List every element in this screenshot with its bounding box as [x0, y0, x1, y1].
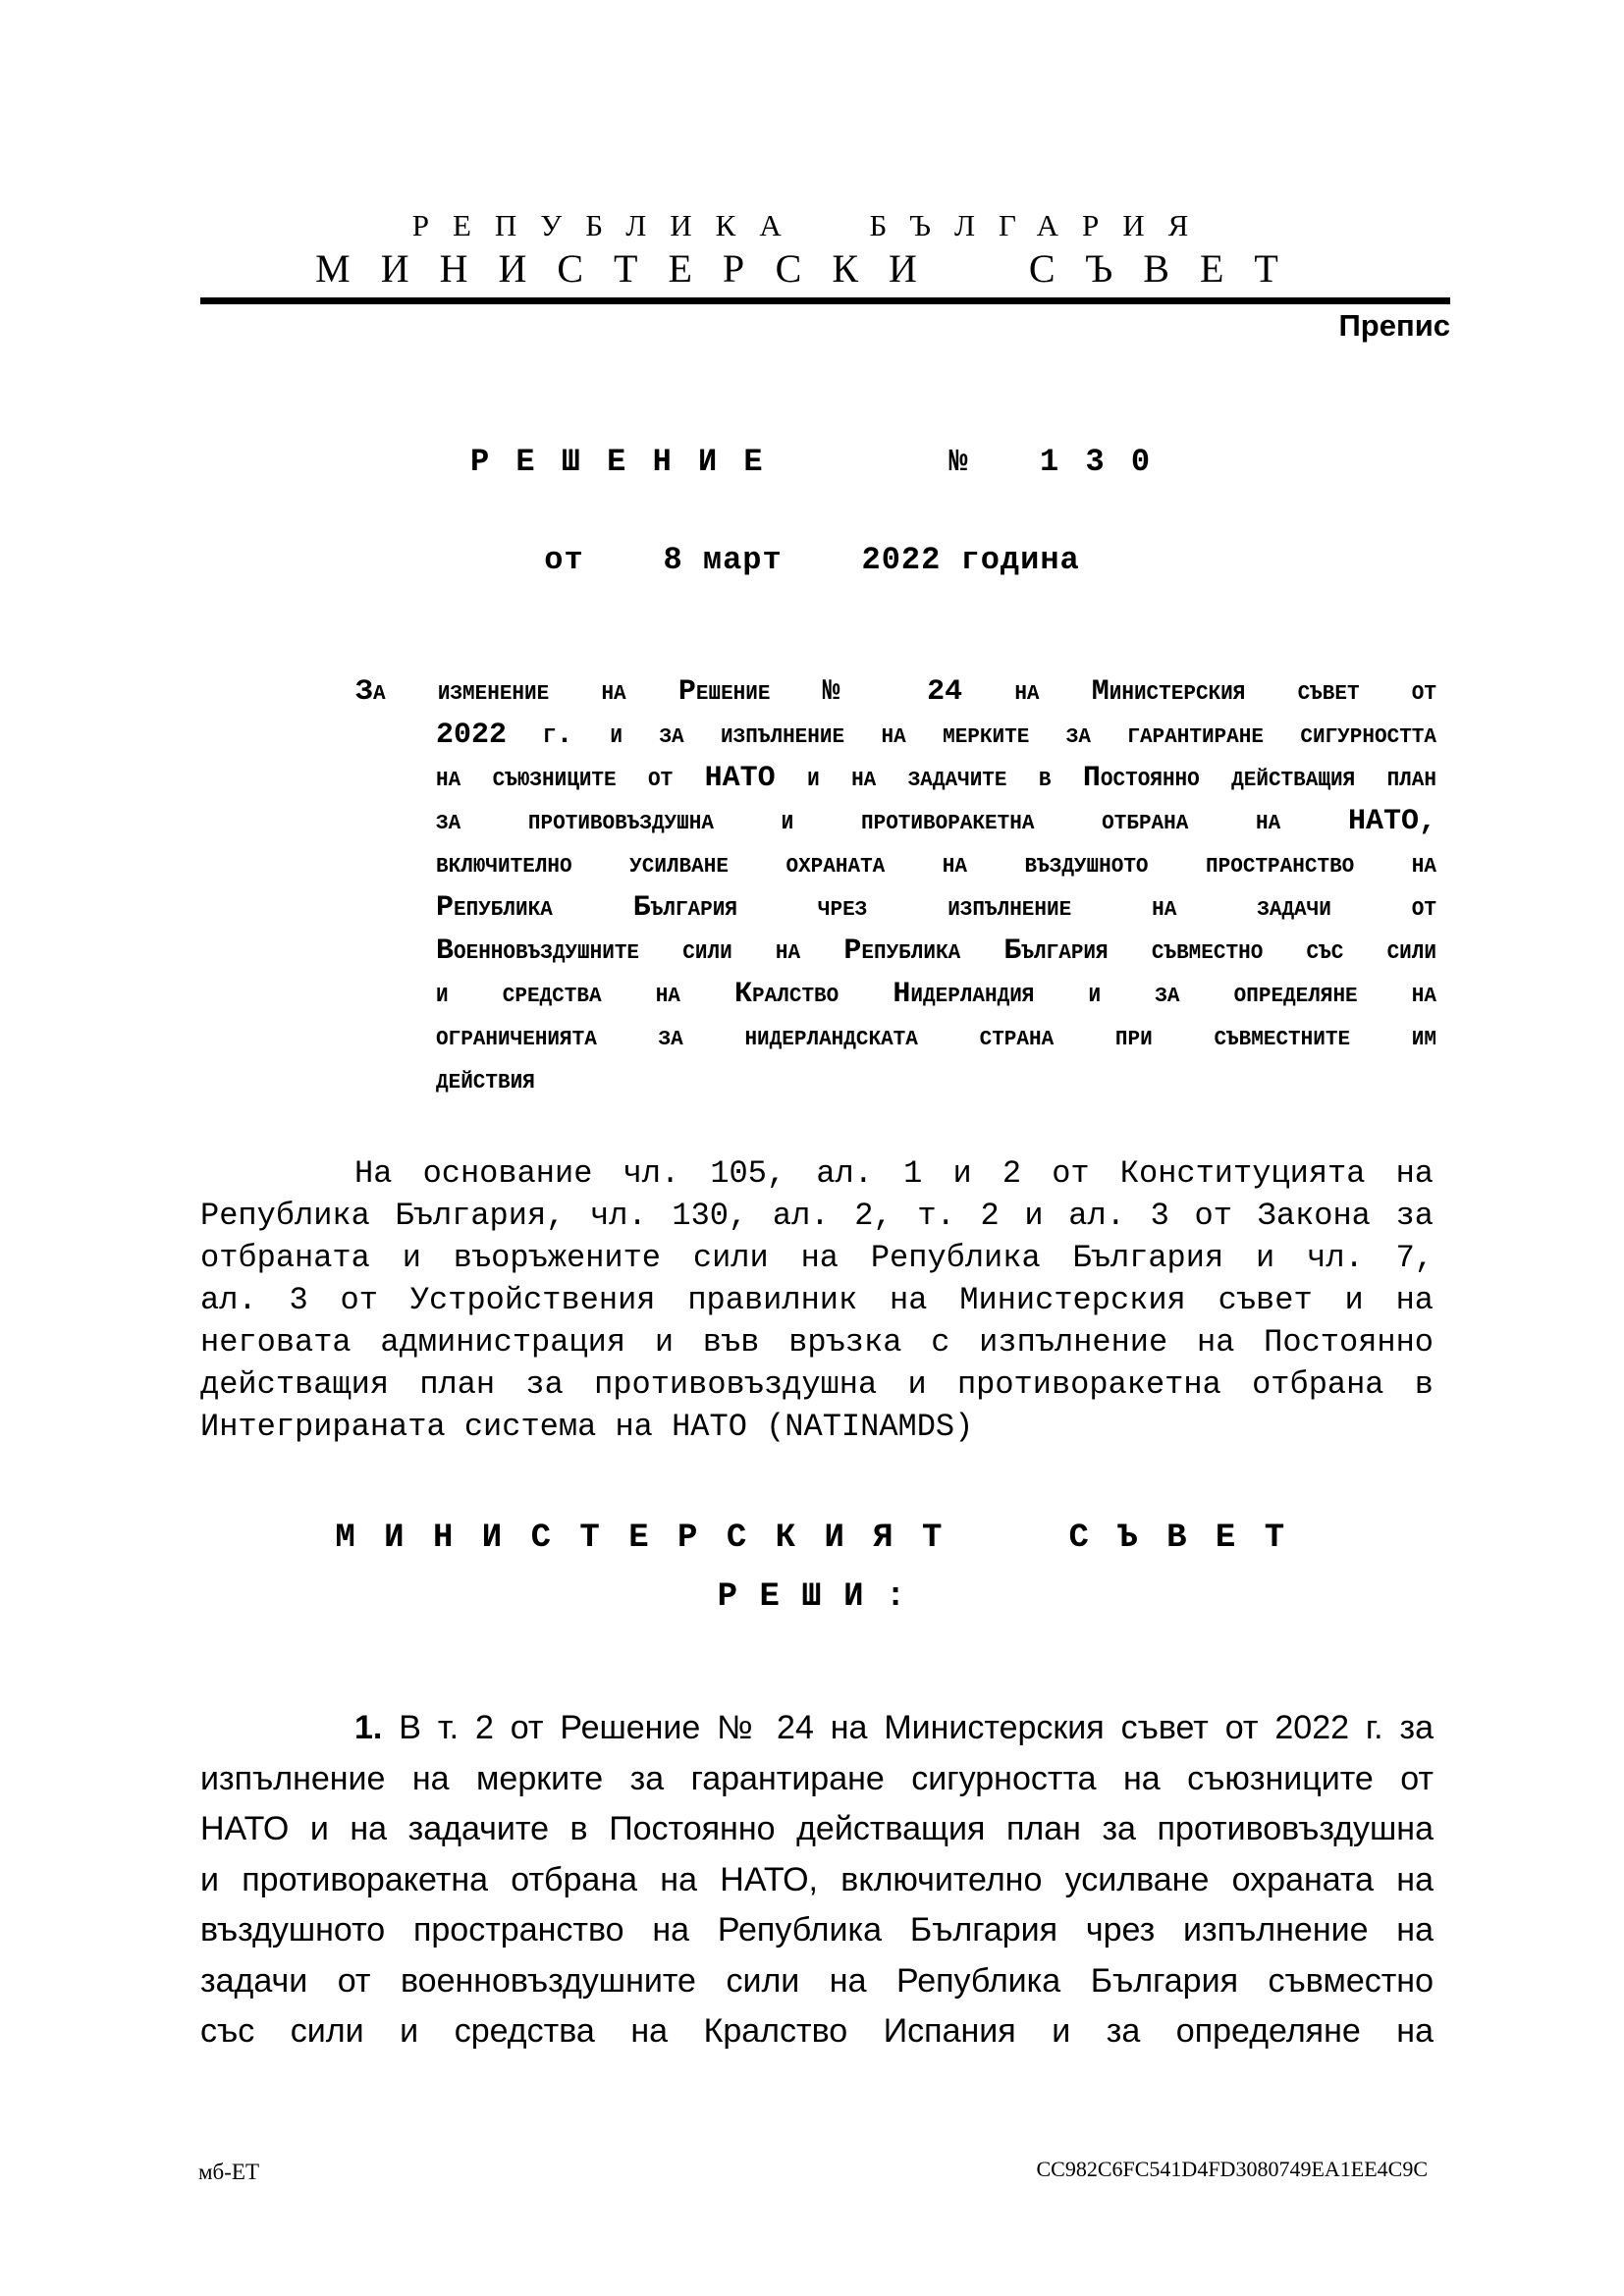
letterhead-rule: [200, 297, 1450, 304]
footer-initials: мб-ЕТ: [198, 2160, 260, 2184]
preamble-line: На основание чл. 105, ал. 1 и 2 от Конституцията на: [354, 1155, 1434, 1192]
preamble-line: неговата администрация и във връзка с изпълнение на Постоянно: [200, 1324, 1434, 1361]
subject-line: и средства на Кралство Нидерландия и за определяне на: [436, 978, 1436, 1011]
enacting-decided-line: Р Е Ш И :: [717, 1578, 907, 1616]
point-1-line: [200, 1703, 1434, 1754]
preamble-line: отбраната и въоръжените сили на Република България и чл. 7,: [200, 1240, 1434, 1276]
subject-line: действия: [436, 1064, 535, 1097]
subject-line: включително усилване охраната на въздушното пространство на: [436, 848, 1436, 881]
letterhead-council-line: МИНИСТЕРСКИ СЪВЕТ: [315, 246, 1309, 291]
subject-line: на съюзниците от НАТО и на задачите в Постоянно действащия план: [436, 762, 1436, 795]
preamble-paragraph: [200, 1152, 1434, 1448]
subject-line: Република България чрез изпълнение на задачи от: [436, 891, 1436, 925]
enacting-council-line: М И Н И С Т Е Р С К И Я Т С Ъ В Е Т: [335, 1520, 1289, 1557]
subject-line: за противовъздушна и противоракетна отбрана на НАТО,: [436, 805, 1436, 838]
letterhead-republic-line: РЕПУБЛИКА БЪЛГАРИЯ: [411, 208, 1213, 242]
point-1-line: задачи от военновъздушните сили на Република България съвместно: [200, 1961, 1434, 2000]
point-1-line: изпълнение на мерките за гарантиране сигурността на съюзниците от: [200, 1759, 1434, 1797]
point-1-text: В т. 2 от Решение № 24 на Министерския съвет от 2022 г. за: [399, 1709, 1434, 1746]
subject-line: 2022 г. и за изпълнение на мерките за гарантиране сигурността: [436, 719, 1436, 752]
decision-date-line: от 8 март 2022 година: [544, 542, 1080, 578]
point-1-line: НАТО и на задачите в Постоянно действащия план за противовъздушна: [200, 1810, 1434, 1847]
decision-title: Р Е Ш Е Н И Е № 1 3 0: [469, 444, 1155, 480]
point-1-paragraph: [200, 1703, 1434, 2057]
subject-line: За изменение на Решение № 24 на Министерския съвет от: [355, 675, 1436, 709]
preamble-line: Интегрираната система на НАТО (NATINAMDS): [200, 1409, 974, 1445]
preamble-line: ал. 3 от Устройствения правилник на Министерския съвет и на: [200, 1282, 1434, 1318]
point-1-line: и противоракетна отбрана на НАТО, включително усилване охраната на: [200, 1860, 1434, 1898]
point-1-line: въздушното пространство на Република България чрез изпълнение на: [200, 1911, 1434, 1949]
point-1-number: 1.: [354, 1709, 383, 1746]
subject-block: [200, 670, 1436, 1102]
footer-document-id: CC982C6FC541D4FD3080749EA1EE4C9C: [1036, 2157, 1428, 2181]
point-1-line: със сили и средства на Кралство Испания и за определяне на: [200, 2012, 1434, 2050]
preamble-line: Република България, чл. 130, ал. 2, т. 2 и ал. 3 от Закона за: [200, 1198, 1434, 1234]
preamble-line: действащия план за противовъздушна и противоракетна отбрана в: [200, 1366, 1434, 1403]
subject-line: Военновъздушните сили на Република България съвместно със сили: [436, 934, 1436, 968]
copy-label: Препис: [1338, 308, 1450, 343]
subject-line: ограниченията за нидерландската страна при съвместните им: [436, 1021, 1436, 1054]
